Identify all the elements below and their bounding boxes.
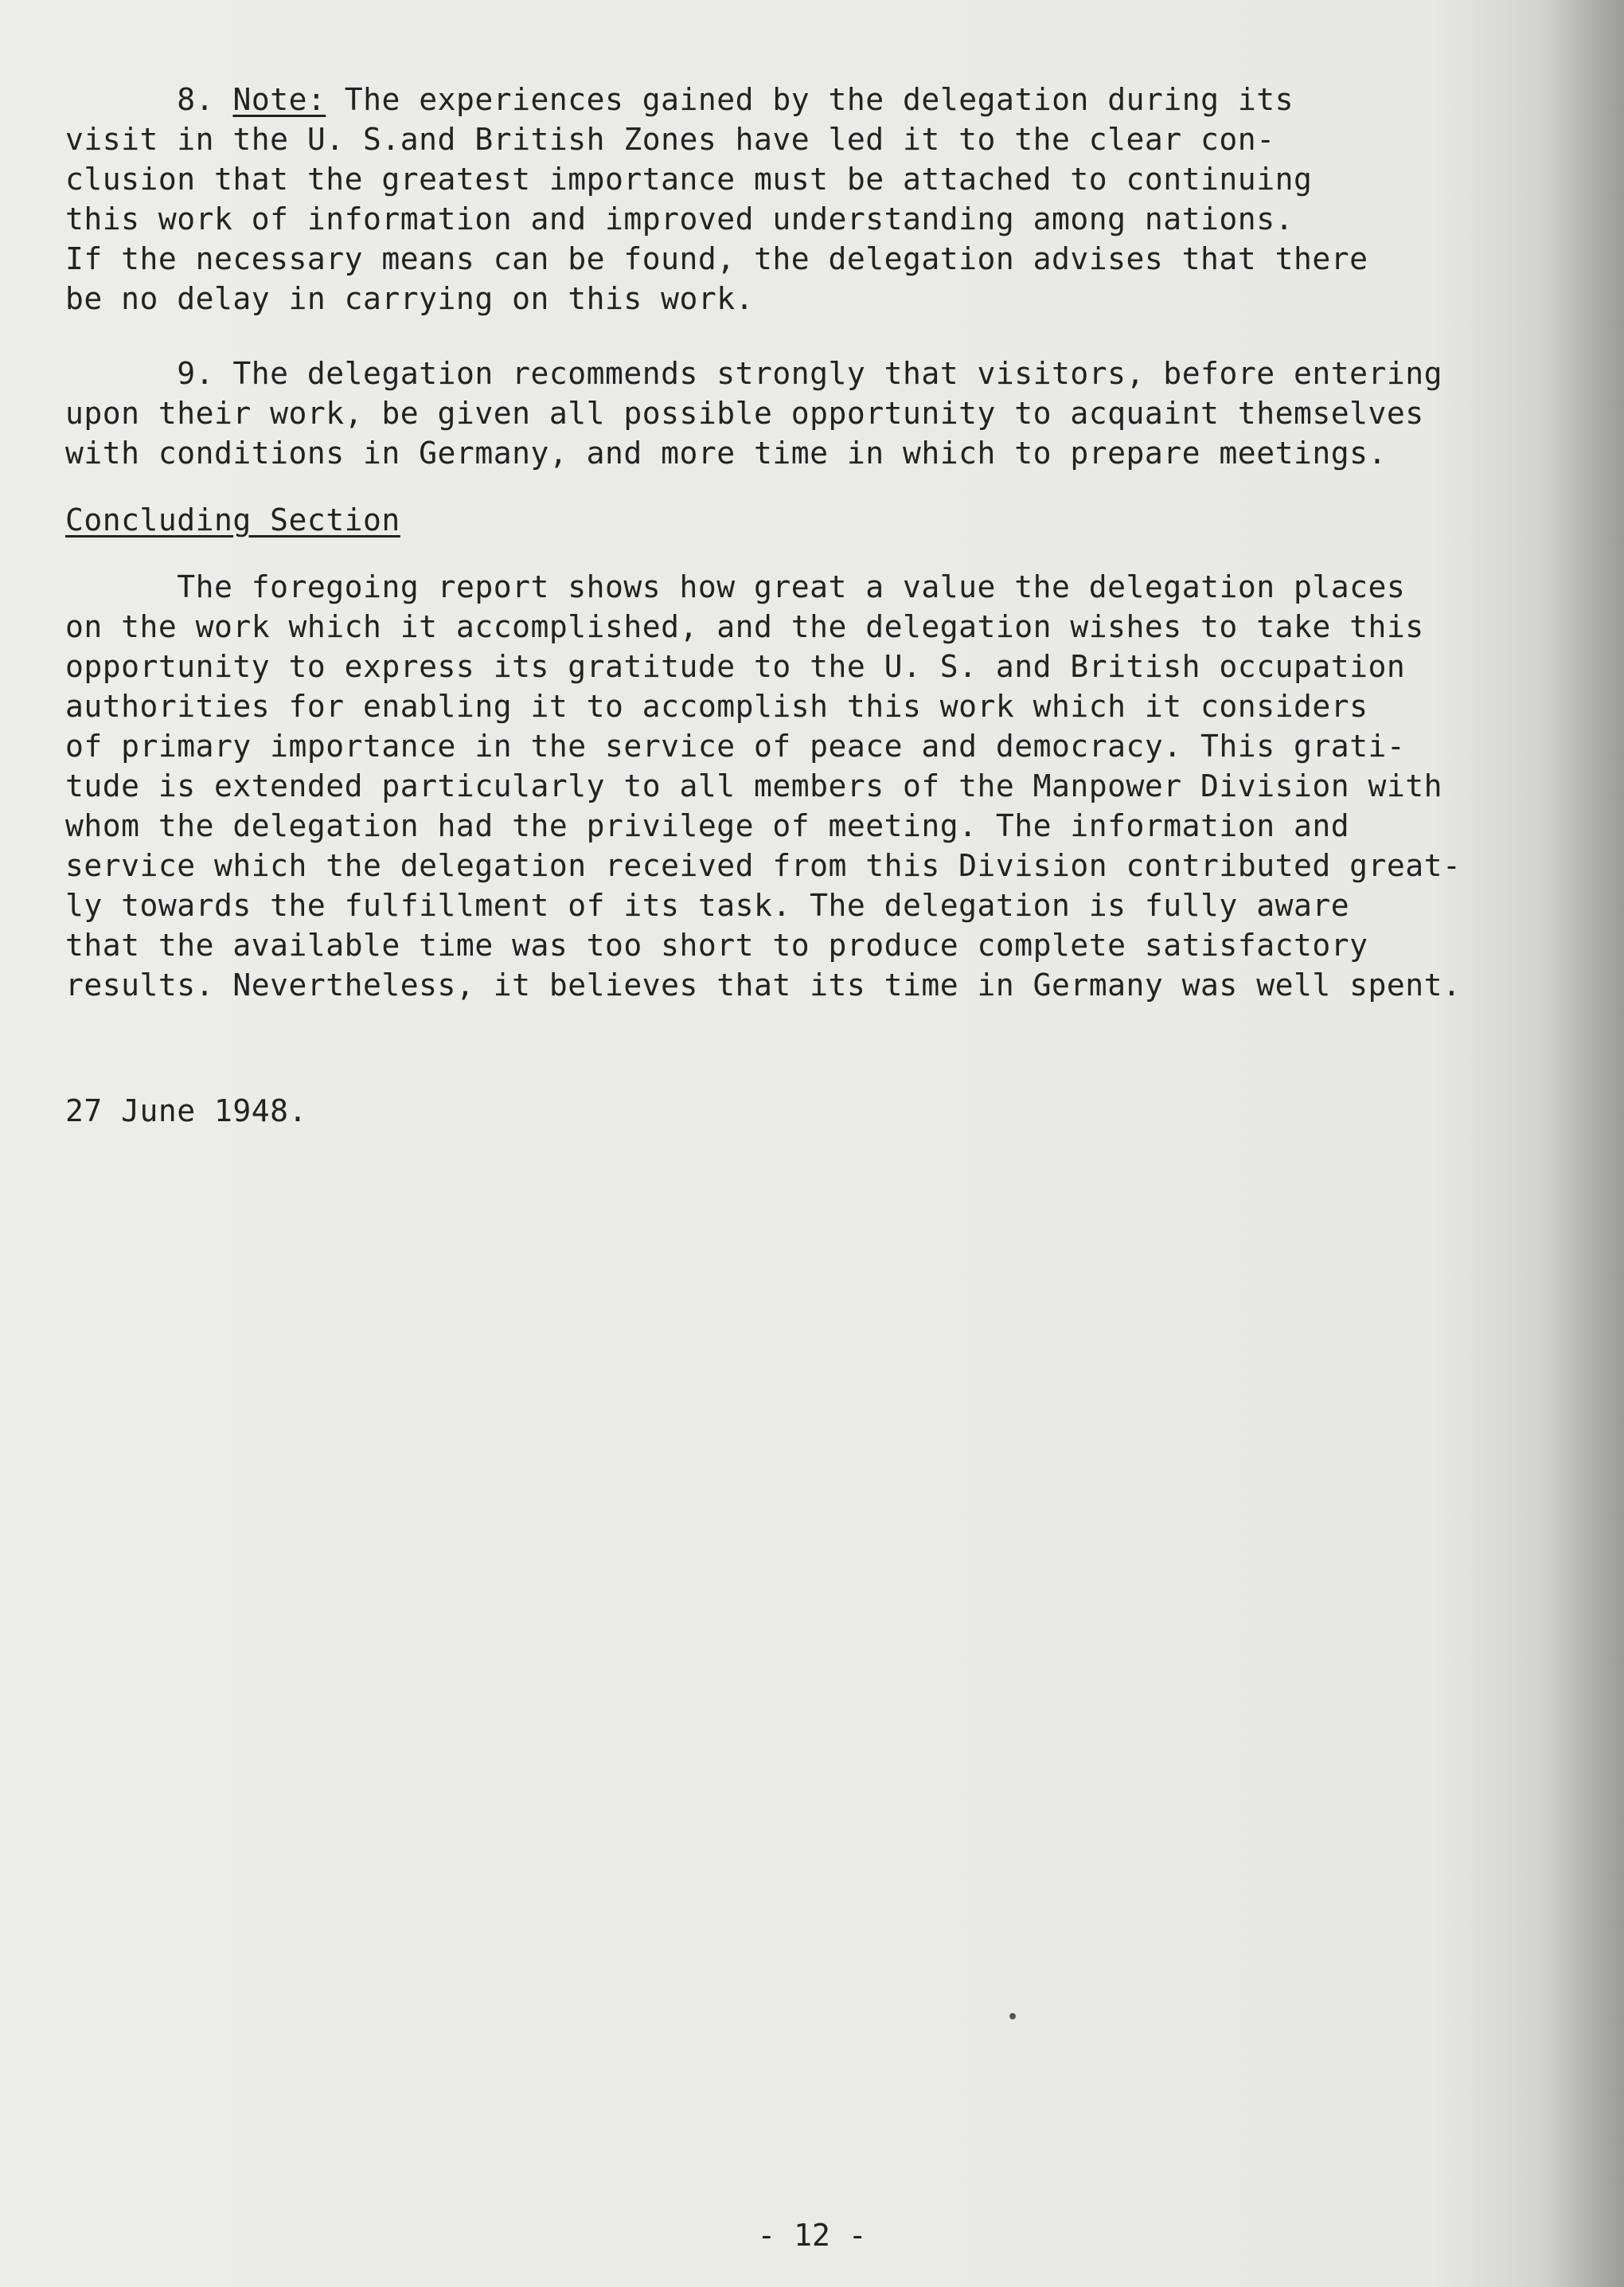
section-8-first-line: [65, 80, 1602, 119]
page-number: - 12 -: [757, 2218, 867, 2253]
section-8-line: clusion that the greatest importance must be attached to continuing: [65, 162, 1313, 197]
concluding-line: service which the delegation received from this Division contributed great-: [65, 848, 1462, 883]
section-8-number: 8.: [177, 82, 215, 117]
section-9-line: upon their work, be given all possible opportunity to acquaint themselves: [65, 396, 1424, 431]
section-9-line-text: 9. The delegation recommends strongly that visitors, before entering: [177, 356, 1442, 391]
section-8-line: visit in the U. S.and British Zones have led it to the clear con-: [65, 122, 1275, 157]
concluding-line: tude is extended particularly to all members of the Manpower Division with: [65, 768, 1442, 803]
concluding-line: opportunity to express its gratitude to the U. S. and British occupation: [65, 649, 1406, 684]
section-8-line: be no delay in carrying on this work.: [65, 281, 754, 316]
concluding-line: ly towards the fulfillment of its task. The delegation is fully aware: [65, 888, 1350, 923]
concluding-line-text: The foregoing report shows how great a value the delegation places: [177, 569, 1406, 604]
concluding-line: on the work which it accomplished, and the delegation wishes to take this: [65, 609, 1424, 644]
concluding-line: of primary importance in the service of peace and democracy. This grati-: [65, 729, 1406, 764]
concluding-section-heading: Concluding Section: [65, 502, 400, 538]
concluding-line: whom the delegation had the privilege of meeting. The information and: [65, 808, 1350, 843]
paper-speck: [1009, 2013, 1016, 2019]
concluding-line: that the available time was too short to produce complete satisfactory: [65, 928, 1368, 963]
section-9-first-line: [65, 354, 1602, 393]
note-label: Note:: [232, 82, 326, 117]
section-8-line: this work of information and improved understanding among nations.: [65, 201, 1294, 237]
section-8-line: If the necessary means can be found, the delegation advises that there: [65, 241, 1368, 276]
document-body: [65, 80, 1602, 1131]
concluding-first-line: [65, 567, 1602, 607]
concluding-line: results. Nevertheless, it believes that its time in Germany was well spent.: [65, 968, 1462, 1003]
document-date: 27 June 1948.: [65, 1093, 307, 1128]
section-9-line: with conditions in Germany, and more time in which to prepare meetings.: [65, 436, 1387, 471]
section-8-first-line-text: The experiences gained by the delegation during its: [344, 82, 1294, 117]
concluding-line: authorities for enabling it to accomplish this work which it considers: [65, 689, 1368, 724]
